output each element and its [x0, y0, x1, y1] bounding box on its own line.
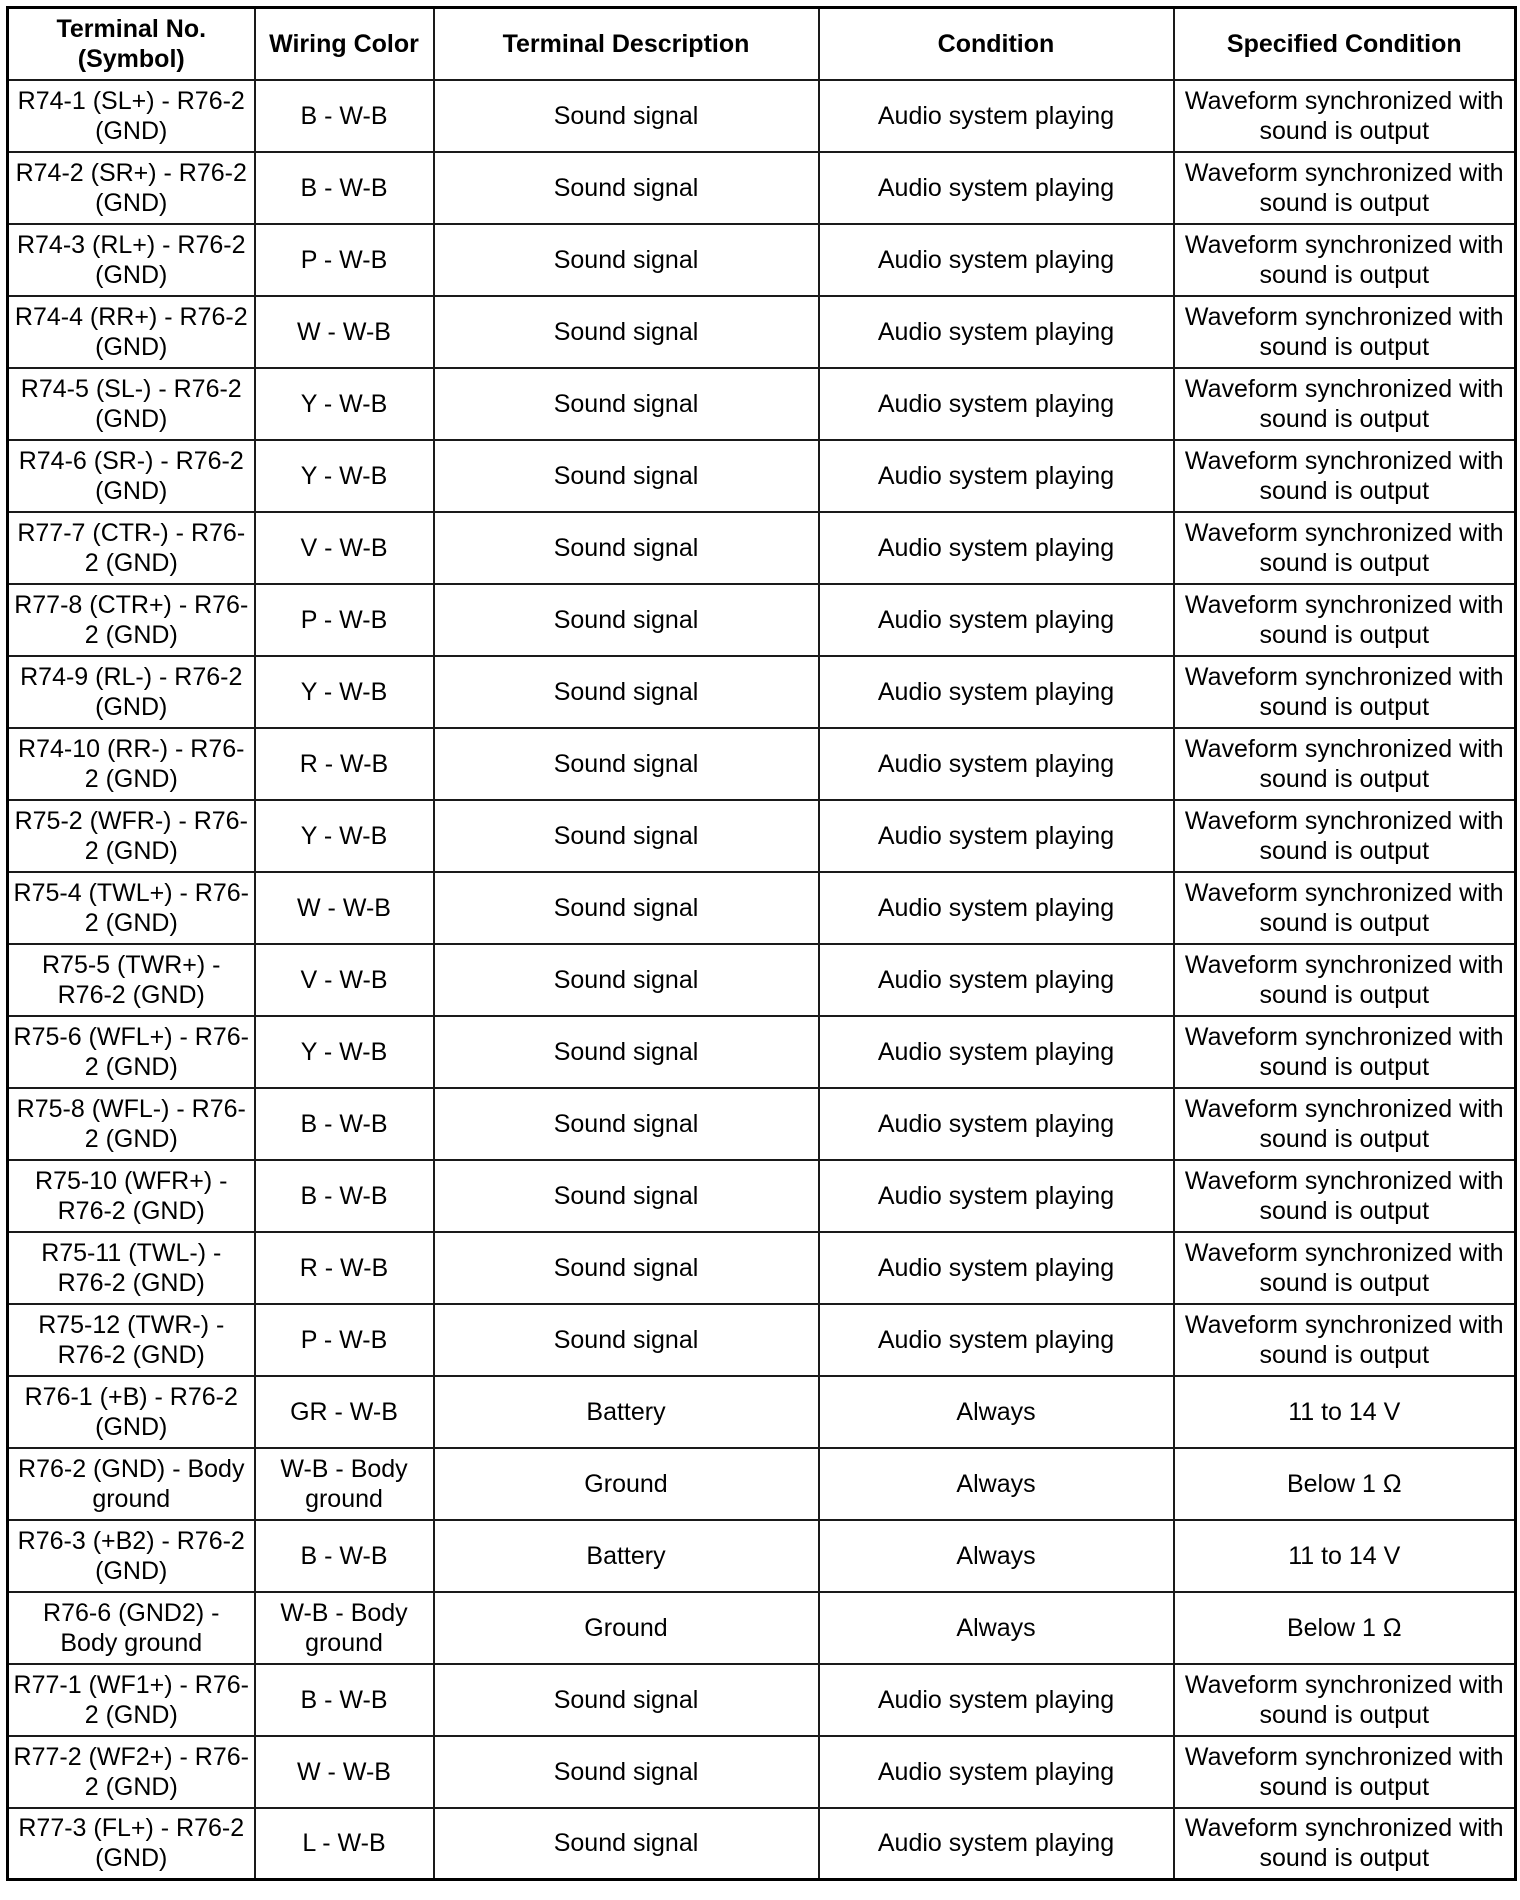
cell-condition: Audio system playing — [819, 656, 1174, 728]
column-header-condition: Condition — [819, 8, 1174, 80]
table-row — [8, 728, 1516, 800]
cell-terminal-description: Sound signal — [434, 440, 819, 512]
table-row — [8, 1520, 1516, 1592]
cell-condition: Audio system playing — [819, 296, 1174, 368]
cell-wiring-color: W-B - Body ground — [255, 1592, 434, 1664]
cell-wiring-color: Y - W-B — [255, 656, 434, 728]
cell-wiring-color: V - W-B — [255, 512, 434, 584]
cell-terminal-no: R77-7 (CTR-) - R76-2 (GND) — [8, 512, 255, 584]
cell-wiring-color: W-B - Body ground — [255, 1448, 434, 1520]
cell-specified-condition: Waveform synchronized with sound is output — [1174, 152, 1516, 224]
cell-terminal-description: Sound signal — [434, 944, 819, 1016]
cell-terminal-description: Sound signal — [434, 1016, 819, 1088]
cell-terminal-no: R74-1 (SL+) - R76-2 (GND) — [8, 80, 255, 152]
cell-condition: Audio system playing — [819, 512, 1174, 584]
cell-specified-condition: Waveform synchronized with sound is output — [1174, 1664, 1516, 1736]
cell-wiring-color: B - W-B — [255, 152, 434, 224]
cell-terminal-no: R75-6 (WFL+) - R76-2 (GND) — [8, 1016, 255, 1088]
cell-wiring-color: B - W-B — [255, 80, 434, 152]
cell-terminal-description: Ground — [434, 1448, 819, 1520]
cell-terminal-description: Sound signal — [434, 368, 819, 440]
cell-condition: Audio system playing — [819, 1304, 1174, 1376]
cell-condition: Audio system playing — [819, 800, 1174, 872]
cell-specified-condition: Waveform synchronized with sound is output — [1174, 368, 1516, 440]
cell-terminal-no: R75-4 (TWL+) - R76-2 (GND) — [8, 872, 255, 944]
table-row — [8, 1160, 1516, 1232]
cell-specified-condition: Waveform synchronized with sound is output — [1174, 584, 1516, 656]
cell-terminal-description: Sound signal — [434, 1088, 819, 1160]
cell-condition: Audio system playing — [819, 1664, 1174, 1736]
cell-condition: Always — [819, 1448, 1174, 1520]
table-row — [8, 1448, 1516, 1520]
table-row — [8, 800, 1516, 872]
cell-wiring-color: Y - W-B — [255, 440, 434, 512]
cell-terminal-no: R74-3 (RL+) - R76-2 (GND) — [8, 224, 255, 296]
table-row — [8, 224, 1516, 296]
cell-terminal-no: R76-2 (GND) - Body ground — [8, 1448, 255, 1520]
cell-wiring-color: GR - W-B — [255, 1376, 434, 1448]
cell-condition: Audio system playing — [819, 1736, 1174, 1808]
cell-condition: Always — [819, 1592, 1174, 1664]
column-header-specified-condition: Specified Condition — [1174, 8, 1516, 80]
cell-specified-condition: Waveform synchronized with sound is output — [1174, 512, 1516, 584]
cell-condition: Audio system playing — [819, 1016, 1174, 1088]
cell-specified-condition: Waveform synchronized with sound is output — [1174, 1160, 1516, 1232]
cell-terminal-no: R76-1 (+B) - R76-2 (GND) — [8, 1376, 255, 1448]
cell-condition: Audio system playing — [819, 224, 1174, 296]
table-row — [8, 1016, 1516, 1088]
cell-specified-condition: Waveform synchronized with sound is output — [1174, 1304, 1516, 1376]
table-row — [8, 152, 1516, 224]
cell-terminal-description: Battery — [434, 1520, 819, 1592]
cell-wiring-color: R - W-B — [255, 1232, 434, 1304]
cell-terminal-description: Sound signal — [434, 1808, 819, 1880]
table-row — [8, 1664, 1516, 1736]
cell-specified-condition: Waveform synchronized with sound is output — [1174, 80, 1516, 152]
cell-terminal-no: R74-6 (SR-) - R76-2 (GND) — [8, 440, 255, 512]
cell-specified-condition: Waveform synchronized with sound is output — [1174, 656, 1516, 728]
cell-specified-condition: Waveform synchronized with sound is output — [1174, 440, 1516, 512]
cell-terminal-no: R75-8 (WFL-) - R76-2 (GND) — [8, 1088, 255, 1160]
cell-terminal-description: Battery — [434, 1376, 819, 1448]
cell-terminal-description: Sound signal — [434, 584, 819, 656]
cell-terminal-description: Sound signal — [434, 800, 819, 872]
cell-condition: Always — [819, 1376, 1174, 1448]
cell-specified-condition: Waveform synchronized with sound is output — [1174, 1736, 1516, 1808]
cell-wiring-color: Y - W-B — [255, 800, 434, 872]
cell-wiring-color: P - W-B — [255, 584, 434, 656]
cell-specified-condition: Waveform synchronized with sound is output — [1174, 1088, 1516, 1160]
cell-specified-condition: Waveform synchronized with sound is output — [1174, 1232, 1516, 1304]
cell-wiring-color: V - W-B — [255, 944, 434, 1016]
column-header-terminal-no: Terminal No. (Symbol) — [8, 8, 255, 80]
cell-condition: Audio system playing — [819, 80, 1174, 152]
cell-terminal-no: R74-2 (SR+) - R76-2 (GND) — [8, 152, 255, 224]
cell-terminal-description: Sound signal — [434, 1664, 819, 1736]
cell-wiring-color: W - W-B — [255, 1736, 434, 1808]
table-row — [8, 1736, 1516, 1808]
table-row — [8, 1808, 1516, 1880]
table-row — [8, 1232, 1516, 1304]
table-header-row — [8, 8, 1516, 80]
cell-terminal-description: Sound signal — [434, 656, 819, 728]
table-row — [8, 1088, 1516, 1160]
cell-terminal-no: R77-2 (WF2+) - R76-2 (GND) — [8, 1736, 255, 1808]
cell-condition: Audio system playing — [819, 1088, 1174, 1160]
cell-wiring-color: P - W-B — [255, 224, 434, 296]
cell-terminal-no: R77-8 (CTR+) - R76-2 (GND) — [8, 584, 255, 656]
cell-terminal-no: R75-11 (TWL-) - R76-2 (GND) — [8, 1232, 255, 1304]
cell-wiring-color: L - W-B — [255, 1808, 434, 1880]
cell-condition: Audio system playing — [819, 440, 1174, 512]
cell-terminal-description: Sound signal — [434, 872, 819, 944]
cell-terminal-no: R75-12 (TWR-) - R76-2 (GND) — [8, 1304, 255, 1376]
cell-wiring-color: B - W-B — [255, 1520, 434, 1592]
cell-wiring-color: W - W-B — [255, 872, 434, 944]
cell-terminal-description: Sound signal — [434, 512, 819, 584]
table-row — [8, 512, 1516, 584]
cell-terminal-no: R74-5 (SL-) - R76-2 (GND) — [8, 368, 255, 440]
table-row — [8, 80, 1516, 152]
cell-terminal-description: Sound signal — [434, 1232, 819, 1304]
cell-terminal-description: Sound signal — [434, 1736, 819, 1808]
cell-terminal-no: R76-3 (+B2) - R76-2 (GND) — [8, 1520, 255, 1592]
cell-terminal-no: R74-4 (RR+) - R76-2 (GND) — [8, 296, 255, 368]
cell-specified-condition: Waveform synchronized with sound is output — [1174, 944, 1516, 1016]
cell-terminal-description: Sound signal — [434, 1160, 819, 1232]
table-row — [8, 1304, 1516, 1376]
cell-wiring-color: B - W-B — [255, 1088, 434, 1160]
cell-terminal-no: R75-2 (WFR-) - R76-2 (GND) — [8, 800, 255, 872]
cell-terminal-description: Sound signal — [434, 152, 819, 224]
cell-terminal-no: R74-9 (RL-) - R76-2 (GND) — [8, 656, 255, 728]
column-header-terminal-description: Terminal Description — [434, 8, 819, 80]
cell-condition: Audio system playing — [819, 1808, 1174, 1880]
table-row — [8, 1376, 1516, 1448]
cell-wiring-color: B - W-B — [255, 1160, 434, 1232]
table-row — [8, 296, 1516, 368]
cell-condition: Audio system playing — [819, 728, 1174, 800]
table-row — [8, 368, 1516, 440]
table-row — [8, 656, 1516, 728]
cell-condition: Audio system playing — [819, 1232, 1174, 1304]
cell-wiring-color: P - W-B — [255, 1304, 434, 1376]
cell-terminal-no: R75-10 (WFR+) - R76-2 (GND) — [8, 1160, 255, 1232]
cell-specified-condition: Waveform synchronized with sound is output — [1174, 728, 1516, 800]
cell-terminal-no: R75-5 (TWR+) - R76-2 (GND) — [8, 944, 255, 1016]
cell-condition: Audio system playing — [819, 584, 1174, 656]
cell-specified-condition: Waveform synchronized with sound is output — [1174, 872, 1516, 944]
cell-specified-condition: Waveform synchronized with sound is output — [1174, 1016, 1516, 1088]
cell-specified-condition: Below 1 Ω — [1174, 1592, 1516, 1664]
cell-specified-condition: 11 to 14 V — [1174, 1520, 1516, 1592]
cell-wiring-color: W - W-B — [255, 296, 434, 368]
column-header-wiring-color: Wiring Color — [255, 8, 434, 80]
cell-terminal-description: Sound signal — [434, 296, 819, 368]
cell-wiring-color: R - W-B — [255, 728, 434, 800]
table-row — [8, 584, 1516, 656]
table-row — [8, 1592, 1516, 1664]
cell-terminal-no: R77-1 (WF1+) - R76-2 (GND) — [8, 1664, 255, 1736]
cell-terminal-no: R76-6 (GND2) - Body ground — [8, 1592, 255, 1664]
cell-specified-condition: Waveform synchronized with sound is output — [1174, 296, 1516, 368]
cell-terminal-no: R77-3 (FL+) - R76-2 (GND) — [8, 1808, 255, 1880]
cell-condition: Audio system playing — [819, 368, 1174, 440]
cell-condition: Audio system playing — [819, 152, 1174, 224]
cell-terminal-description: Sound signal — [434, 728, 819, 800]
table-row — [8, 440, 1516, 512]
cell-condition: Always — [819, 1520, 1174, 1592]
cell-terminal-description: Sound signal — [434, 1304, 819, 1376]
cell-condition: Audio system playing — [819, 1160, 1174, 1232]
cell-wiring-color: B - W-B — [255, 1664, 434, 1736]
cell-terminal-no: R74-10 (RR-) - R76-2 (GND) — [8, 728, 255, 800]
cell-specified-condition: 11 to 14 V — [1174, 1376, 1516, 1448]
cell-specified-condition: Waveform synchronized with sound is output — [1174, 1808, 1516, 1880]
cell-wiring-color: Y - W-B — [255, 368, 434, 440]
cell-specified-condition: Waveform synchronized with sound is output — [1174, 224, 1516, 296]
cell-terminal-description: Sound signal — [434, 80, 819, 152]
terminal-spec-table — [6, 6, 1517, 1881]
cell-wiring-color: Y - W-B — [255, 1016, 434, 1088]
cell-terminal-description: Ground — [434, 1592, 819, 1664]
cell-specified-condition: Waveform synchronized with sound is output — [1174, 800, 1516, 872]
cell-terminal-description: Sound signal — [434, 224, 819, 296]
cell-specified-condition: Below 1 Ω — [1174, 1448, 1516, 1520]
table-row — [8, 944, 1516, 1016]
cell-condition: Audio system playing — [819, 872, 1174, 944]
table-row — [8, 872, 1516, 944]
cell-condition: Audio system playing — [819, 944, 1174, 1016]
